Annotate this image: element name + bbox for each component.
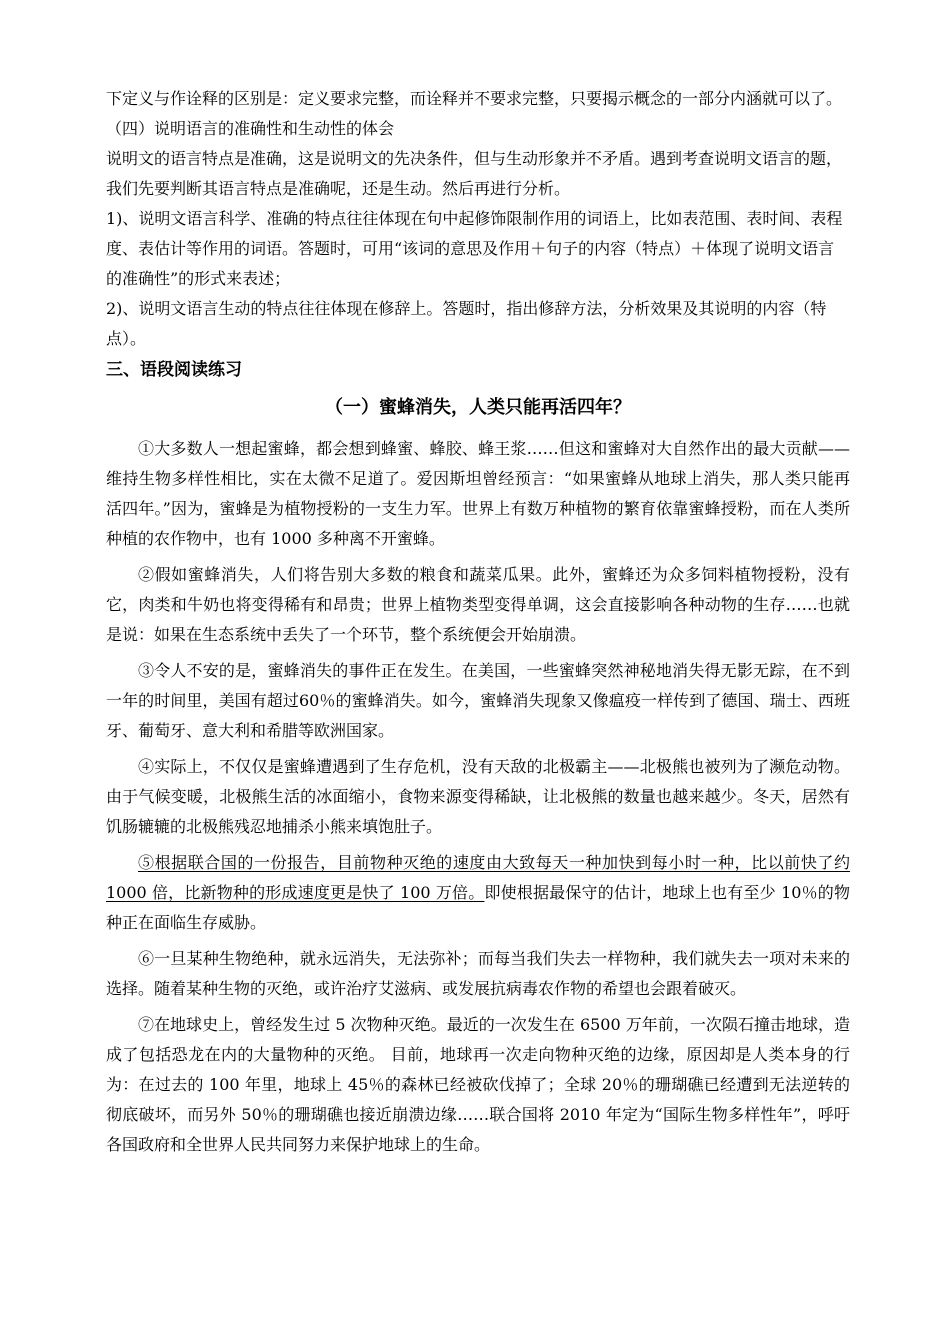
article-title: （一）蜜蜂消失，人类只能再活四年？ [325,397,631,418]
subsection-heading: （四）说明语言的准确性和生动性的体会 [106,119,395,138]
article-paragraph-7: ⑦在地球史上，曾经发生过 5 次物种灭绝。最近的一次发生在 6500 万年前，一次陨石撞击地球，造成了包括恐龙在内的大量物种的灭绝。 目前，地球再一次走向物种灭绝的边缘，原因却是人类本身的行为：在过去的 100 年里，地球上 45％的森林已经被砍伐掉了；全球 20％的珊瑚礁已经遭到无法逆转的彻底破坏，而另外 50％的珊瑚礁也接近崩溃边缘……联合国将 2010 年定为“国际生物多样性年”，呼吁各国政府和全世界人民共同努力来保护地球上的生命。 [106,1015,850,1154]
intro-language-text: 说明文的语言特点是准确，这是说明文的先决条件，但与生动形象并不矛盾。遇到考查说明文语言的题，我们先要判断其语言特点是准确呢，还是生动。然后再进行分析。 [106,149,843,198]
intro-point-2: 2)、说明文语言生动的特点往往体现在修辞上。答题时，指出修辞方法，分析效果及其说明的内容（特点）。 [106,299,827,348]
document-page [106,84,850,1160]
article-paragraph-2: ②假如蜜蜂消失，人们将告别大多数的粮食和蔬菜瓜果。此外，蜜蜂还为众多饲料植物授粉，没有它，肉类和牛奶也将变得稀有和昂贵；世界上植物类型变得单调，这会直接影响各种动物的生存……也就是说：如果在生态系统中丢失了一个环节，整个系统便会开始崩溃。 [106,565,850,644]
paragraph-5-rest: 即使根据最保守的估计，地球上也有至少 10％的物种正在面临生存威胁。 [106,883,850,932]
article-paragraph-5 [106,848,850,938]
article-paragraph-6: ⑥一旦某种生物绝种，就永远消失，无法弥补；而每当我们失去一样物种，我们就失去一项对未来的选择。随着某种生物的灭绝，或许治疗艾滋病、或发展抗病毒农作物的希望也会跟着破灭。 [106,949,850,998]
underlined-sentence: ⑤根据联合国的一份报告，目前物种灭绝的速度由大致每天一种加快到每小时一种，比以前快了约 1000 倍，比新物种的形成速度更是快了 100 万倍。 [106,853,850,902]
article-paragraph-4: ④实际上，不仅仅是蜜蜂遭遇到了生存危机，没有天敌的北极霸主——北极熊也被列为了濒危动物。由于气候变暖，北极熊生活的冰面缩小，食物来源变得稀缺，让北极熊的数量也越来越少。冬天，居然有饥肠辘辘的北极熊残忍地捕杀小熊来填饱肚子。 [106,757,850,836]
intro-point-1: 1)、说明文语言科学、准确的特点往往体现在句中起修饰限制作用的词语上，比如表范围、表时间、表程度、表估计等作用的词语。答题时，可用“该词的意思及作用＋句子的内容（特点）＋体现了说明文语言的准确性”的形式来表述； [106,209,843,288]
section-heading: 三、语段阅读练习 [106,360,242,380]
article-paragraph-1: ①大多数人一想起蜜蜂，都会想到蜂蜜、蜂胶、蜂王浆……但这和蜜蜂对大自然作出的最大贡献——维持生物多样性相比，实在太微不足道了。爱因斯坦曾经预言：“如果蜜蜂从地球上消失，那人类只能再活四年。”因为，蜜蜂是为植物授粉的一支生力军。世界上有数万种植物的繁育依靠蜜蜂授粉，而在人类所种植的农作物中，也有 1000 多种离不开蜜蜂。 [106,439,850,548]
intro-definition-text: 下定义与作诠释的区别是：定义要求完整，而诠释并不要求完整，只要揭示概念的一部分内涵就可以了。 [106,89,843,108]
article-paragraph-3: ③令人不安的是，蜜蜂消失的事件正在发生。在美国，一些蜜蜂突然神秘地消失得无影无踪，在不到一年的时间里，美国有超过60％的蜜蜂消失。如今，蜜蜂消失现象又像瘟疫一样传到了德国、瑞士、西班牙、葡萄牙、意大利和希腊等欧洲国家。 [106,661,850,740]
